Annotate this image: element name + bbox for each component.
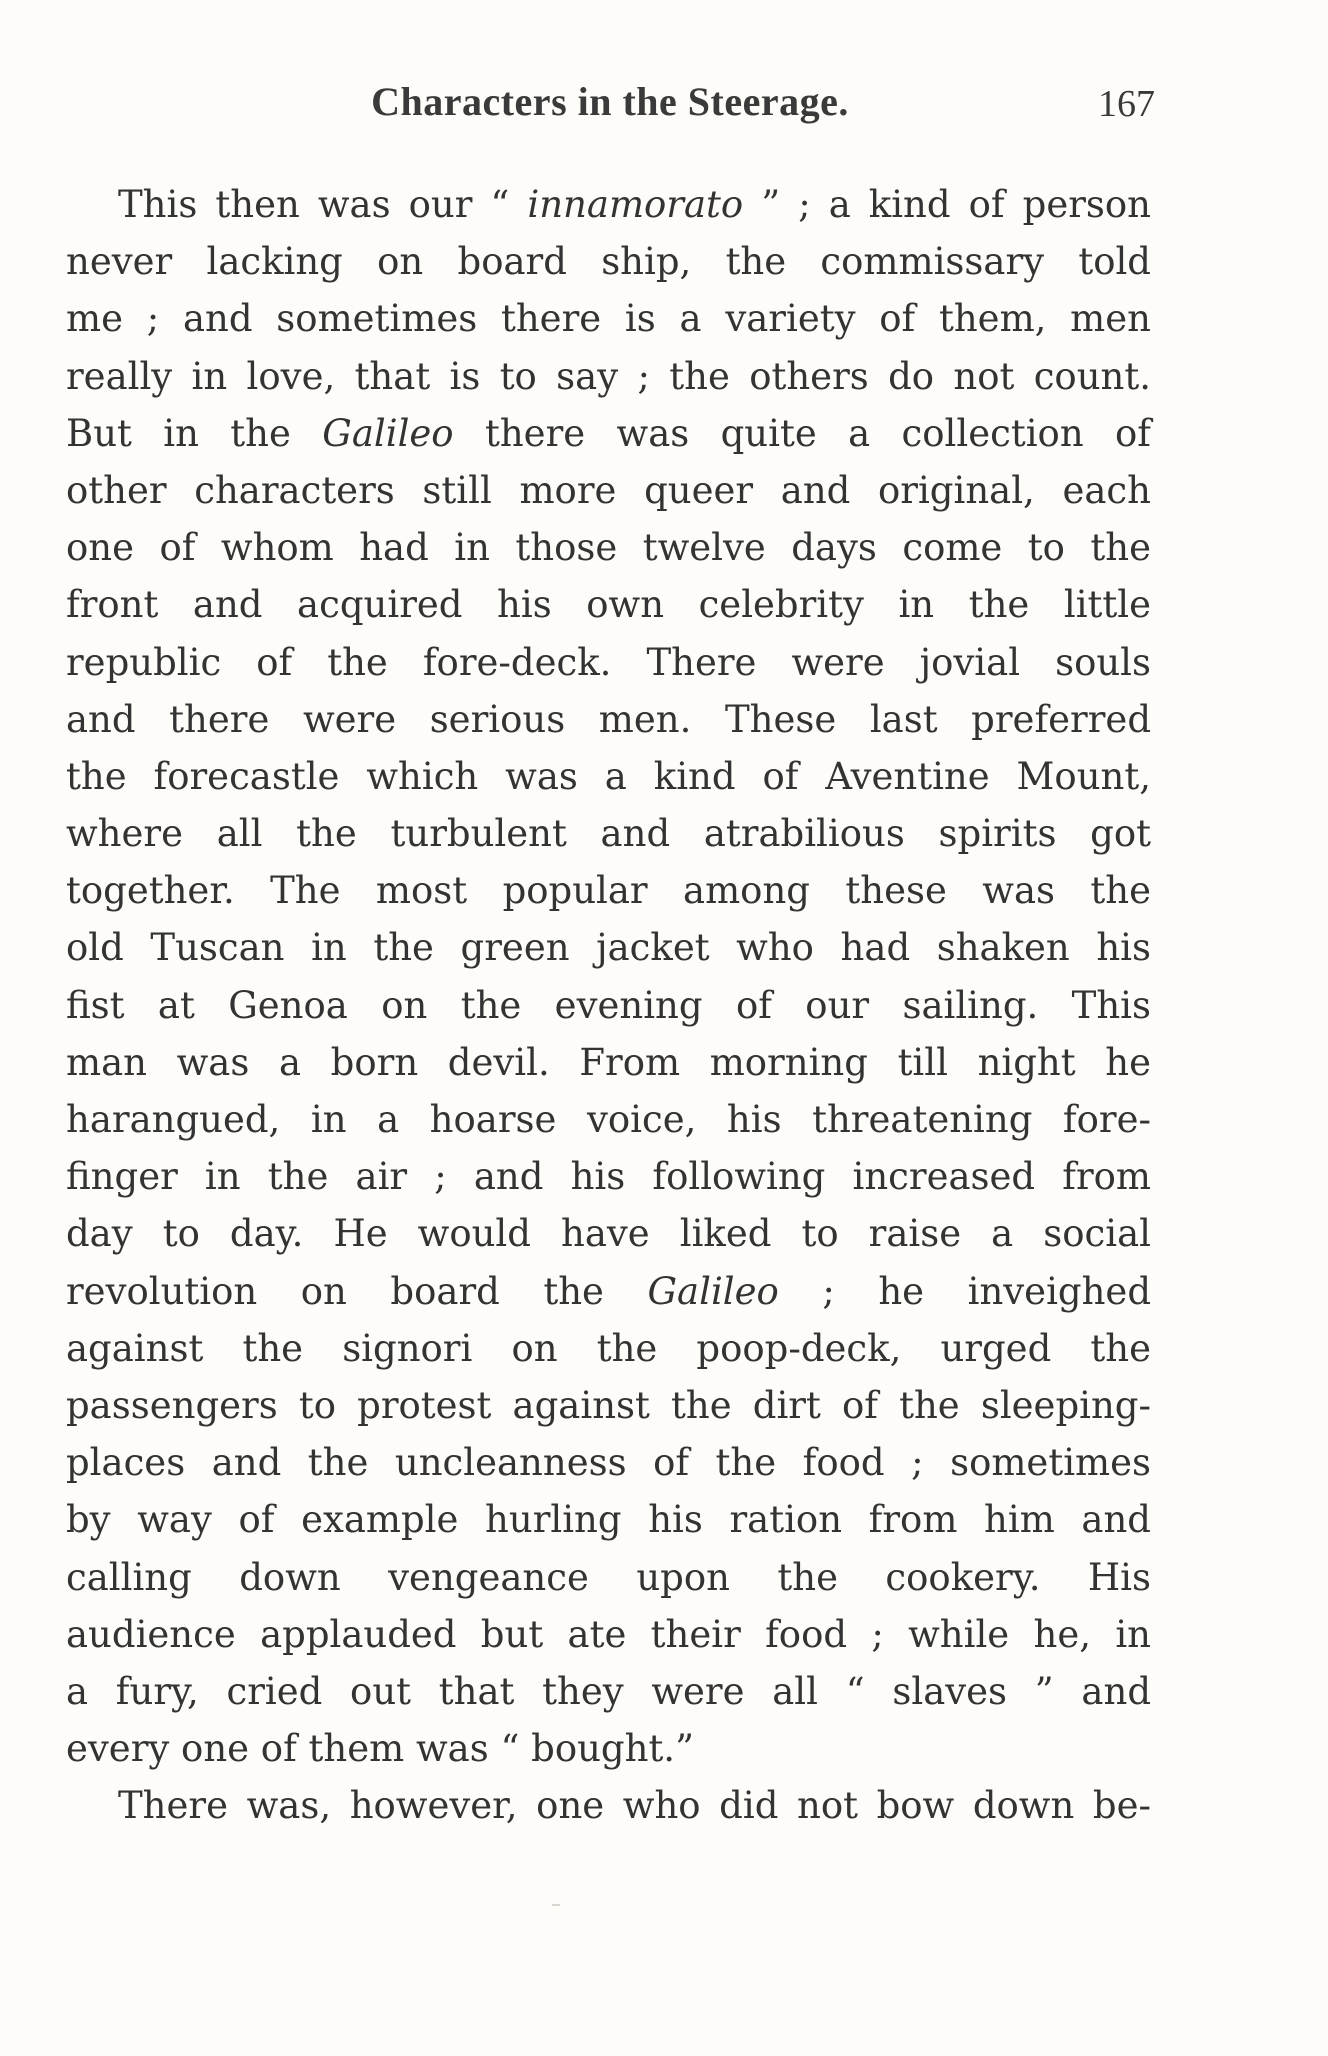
page-number: 167 [1098,83,1155,125]
text-line: There was, however, one who did not bow down be- [118,1784,1151,1828]
text-line: where all the turbulent and atrabilious spirits got [66,812,1151,856]
text-line: fist at Genoa on the evening of our sailing. This [66,983,1151,1027]
page-mark [552,1904,560,1906]
text-line: really in love, that is to say ; the others do not count. [66,354,1151,398]
text-line: against the signori on the poop-deck, urged the [66,1326,1151,1370]
text-line: finger in the air ; and his following increased from [66,1155,1151,1199]
text-line: every one of them was “ bought.” [66,1727,694,1771]
text-line: calling down vengeance upon the cookery. His [66,1555,1151,1599]
text-line: audience applauded but ate their food ; while he, in [66,1612,1151,1656]
text-line: other characters still more queer and original, each [66,468,1151,512]
text-line: old Tuscan in the green jacket who had shaken his [66,926,1151,970]
text-line: and there were serious men. These last preferred [66,697,1151,741]
text-line: day to day. He would have liked to raise a social [66,1212,1151,1256]
text-line: front and acquired his own celebrity in the little [66,583,1151,627]
body-text [66,176,1151,1834]
text-line: man was a born devil. From morning till night he [66,1040,1151,1084]
text-line: by way of example hurling his ration from him and [66,1498,1151,1542]
text-line: passengers to protest against the dirt of the sleeping- [66,1383,1151,1427]
text-line: revolution on board the Galileo ; he inveighed [66,1269,1152,1313]
text-line: This then was our “ innamorato ” ; a kind of person [118,183,1151,226]
text-line: the forecastle which was a kind of Aventine Mount, [66,754,1151,798]
text-line: harangued, in a hoarse voice, his threatening fore- [66,1098,1151,1141]
text-line: never lacking on board ship, the commissary told [66,240,1151,284]
text-line: places and the uncleanness of the food ; sometimes [66,1441,1151,1485]
text-line: republic of the fore-deck. There were jovial souls [66,640,1151,684]
text-line: me ; and sometimes there is a variety of them, men [66,297,1151,341]
running-title: Characters in the Steerage. [371,79,849,124]
text-line: one of whom had in those twelve days come to the [66,526,1151,570]
text-line: But in the Galileo there was quite a collection of [66,411,1151,455]
text-line: a fury, cried out that they were all “ slaves ” and [66,1669,1151,1713]
text-line: together. The most popular among these was the [66,869,1151,913]
